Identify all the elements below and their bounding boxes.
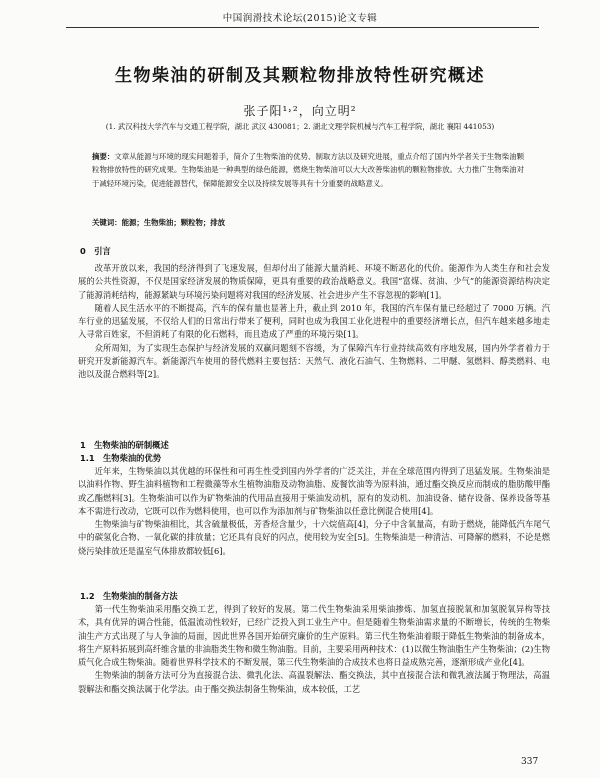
section-1-1-paragraph-2: 生物柴油与矿物柴油相比，其含硫量极低，芳香烃含量少，十六烷值高[4]，分子中含氧量高，有助于燃烧，能降低汽车尾气中的碳氢化合物、一氧化碳的排放量；它还具有良好的闪点，使用较为安全[5]。生物柴油是一种清洁、可降解的燃料，不论是燃烧污染排放还是温室气体排放都较低[6]。 <box>78 519 550 556</box>
author-list: 张子阳¹˒²，向立明² <box>243 104 357 118</box>
section-1-2-heading: 1.2 生物柴油的制备方法 <box>80 591 178 601</box>
abstract-text: 文章从能源与环境的现实问题着手，简介了生物柴油的优势、制取方法以及研究进展，重点介绍了国内外学者关于生物柴油颗粒物排放特性的研究成果。生物柴油是一种典型的绿色能源，燃烧生物柴油可以大大改善柴油机的颗粒物排放。大力推广生物柴油对于减轻环境污染，促进能源替代，保障能源安全以及持续发展等具有十分重要的战略意义。 <box>92 152 524 188</box>
running-header: 中国润滑技术论坛(2015)论文专辑 <box>222 13 378 24</box>
section-1-2-paragraph-1: 第一代生物柴油采用酯交换工艺，得到了较好的发展。第二代生物柴油采用柴油掺炼、加氢直接脱氧和加氢脱氧异构等技术，具有优异的调合性能，低温流动性较好，已经广泛投入到工业生产中。但是随着生物柴油需求量的不断增长，传统的生物柴油生产方式出现了与人争油的局面，因此世界各国开始研究廉价的生产原料。第三代生物柴油着眼于降低生物柴油的制备成本，将生产原料拓展到高纤维含量的非油脂类生物和微生物油脂。目前，主要采用两种技术：(1)以微生物油脂生产生物柴油；(2)生物质气化合成生物柴油。随着世界科学技术的不断发展，第三代生物柴油的合成技术也将日益成熟完善，逐渐形成产业化[4]。 <box>78 604 550 668</box>
section-1-heading: 1 生物柴油的研制概述 <box>80 440 169 450</box>
paper-title: 生物柴油的研制及其颗粒物排放特性研究概述 <box>115 66 485 86</box>
intro-heading: 0 引言 <box>80 246 111 256</box>
header-rule <box>66 27 539 28</box>
intro-body <box>78 262 550 382</box>
keywords-text: 能源；生物柴油；颗粒物；排放 <box>121 218 226 227</box>
section-1-2-body <box>78 603 550 696</box>
abstract <box>92 150 524 190</box>
keywords-label: 关键词： <box>92 218 122 227</box>
page-number: 337 <box>521 757 539 767</box>
intro-paragraph-2: 随着人民生活水平的不断提高，汽车的保有量也显著上升，截止到 2010 年，我国的汽车保有量已经超过了 7000 万辆。汽车行业的迅猛发展，不仅给人们的日常出行带来了便利，同时也成为我国工业化进程中的重要经济增长点，但汽车越来越多地走入寻常百姓家，不但消耗了有限的化石燃料，而且造成了严重的环境污染[1]。 <box>78 302 550 340</box>
affiliation: (1. 武汉科技大学汽车与交通工程学院，湖北 武汉 430081；2. 湖北文理学院机械与汽车工程学院，湖北 襄阳 441053) <box>105 122 495 131</box>
section-1-1-heading: 1.1 生物柴油的优势 <box>80 453 162 463</box>
section-1-1-paragraph-1: 近年来，生物柴油以其优越的环保性和可再生性受到国内外学者的广泛关注，并在全球范围内得到了迅猛发展。生物柴油是以油料作物、野生油料植物和工程微藻等水生植物油脂及动物油脂、废餐饮油等为原料油，通过酯交换反应而制成的脂肪酸甲酯或乙酯燃料[3]。生物柴油可以作为矿物柴油的代用品直接用于柴油发动机，原有的发动机、加油设备、储存设备、保养设备等基本不需进行改动，它既可以作为燃料使用，也可以作为添加剂与矿物柴油以任意比例混合使用[4]。 <box>78 466 550 516</box>
section-1-1-body <box>78 465 550 558</box>
intro-paragraph-1: 改革开放以来，我国的经济得到了飞速发展，但却付出了能源大量消耗、环境不断恶化的代价。能源作为人类生存和社会发展的公共性资源，不仅是国家经济发展的物质保障，更具有重要的政治战略意义。我国“富煤、贫油、少气”的能源资源结构决定了能源消耗结构，能源紧缺与环境污染问题将对我国的经济发展、社会进步产生不容忽视的影响[1]。 <box>78 263 550 300</box>
section-1-2-paragraph-2: 生物柴油的制备方法可分为直接混合法、微乳化法、高温裂解法、酯交换法，其中直接混合法和微乳液法属于物理法，高温裂解法和酯交换法属于化学法。由于酯交换法制备生物柴油，成本较低，工艺 <box>78 670 550 694</box>
intro-paragraph-3: 众所周知，为了实现生态保护与经济发展的双赢问题刻不容缓，为了保障汽车行业持续高效有序地发展，国内外学者着力于研究开发新能源汽车。新能源汽车使用的替代燃料主要包括：天然气、液化石油气、生物燃料、二甲醚、氢燃料、醇类燃料、电池以及混合燃料等[2]。 <box>78 342 550 380</box>
abstract-label: 摘要： <box>92 152 115 161</box>
keywords <box>92 217 524 228</box>
